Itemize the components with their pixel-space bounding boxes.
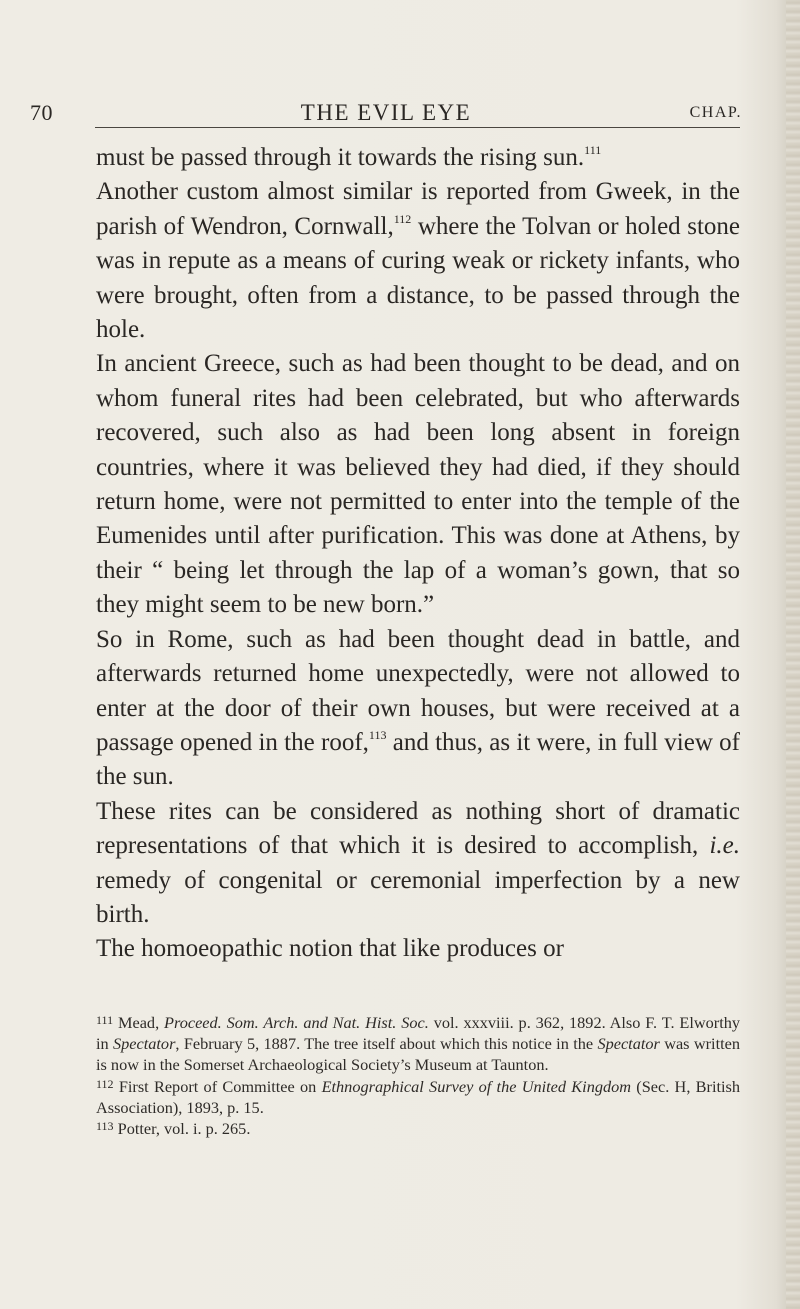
paragraph-5-ie: i.e. [709,832,740,860]
running-head [30,100,742,130]
paragraph-2-text-b: where the Tolvan or holed stone was in repute as a means of curing weak or rickety infants, who were brought, often from a distance, to be passed through the hole. [96,212,741,344]
footnote-111-text-a: Mead, [113,1013,165,1032]
footnote-111-text-c: , February 5, 1887. The tree itself about which this notice in the [175,1034,598,1054]
footnote-112-number: 112 [96,1076,114,1091]
paragraph-5 [96,795,740,933]
footnote-112-text-b: (Sec. H, British Association), 1893, p. 15. [96,1076,740,1117]
paragraph-1 [96,141,740,175]
footnote-ref-111[interactable]: 111 [584,143,602,157]
footnote-111-number: 111 [96,1013,114,1027]
footnotes [96,1012,740,1139]
footnote-113-number: 113 [96,1119,114,1134]
footnote-111-italic-1: Proceed. Som. Arch. and Nat. Hist. Soc. [164,1013,429,1032]
paragraph-1-text: must be passed through it towards the rising sun. [96,144,585,171]
paragraph-4-text-b: and thus, as it were, in full view of the sun. [96,728,740,791]
paragraph-3: In ancient Greece, such as had been thought to be dead, and on whom funeral rites had been celebrated, but who afterwards recovered, such also as had been long absent in foreign countries, where it was believed they had died, if they should return home, were not permitted to enter into the temple of the Eumenides until after purification. This was done at Athens, by their “ being let through the lap of a woman’s gown, that so they might seem to be new born.” [96,350,740,619]
footnote-111-italic-2: Spectator [113,1034,176,1054]
header-rule [95,127,740,128]
footnote-111-text-b: vol. xxxviii. p. 362, 1892. Also F. T. Elworthy in [96,1013,740,1054]
paragraph-4 [96,623,740,795]
footnote-112-italic-1: Ethnographical Survey of the United Kingdom [321,1076,632,1096]
footnote-112-text-a: First Report of Committee on [113,1076,322,1096]
footnote-112 [96,1076,740,1118]
paragraph-6: The homoeopathic notion that like produces or [96,935,564,963]
footnote-113-text-a: Potter, vol. i. p. 265. [113,1119,251,1139]
paragraph-2-text-a: Another custom almost similar is reported from Gweek, in the parish of Wendron, Cornwall, [96,178,740,240]
footnote-ref-112[interactable]: 112 [393,211,412,226]
footnote-ref-113[interactable]: 113 [368,727,387,742]
footnote-113 [96,1118,740,1139]
page-edge-shadow [786,0,800,1309]
paragraph-5-text-a: These rites can be considered as nothing short of dramatic representations of that which it is desired to accomplish, [96,797,740,860]
chapter-marker: CHAP. [689,104,742,121]
paragraph-4-text-a: So in Rome, such as had been thought dead in battle, and afterwards returned home unexpectedly, were not allowed to enter at the door of their own houses, but were received at a passage opened in the roof, [96,625,740,756]
footnote-111-text-d: was written is now in the Somerset Archaeological Society’s Museum at Taunton. [96,1034,740,1075]
footnote-111-italic-3: Spectator [597,1034,660,1054]
page-number: 70 [30,100,53,125]
paragraph-2 [96,175,740,347]
footnote-111 [96,1012,740,1076]
paragraph-5-text-b: remedy of congenital or ceremonial imperfection by a new birth. [96,866,740,928]
body-text [96,141,740,967]
running-title: THE EVIL EYE [300,100,472,125]
